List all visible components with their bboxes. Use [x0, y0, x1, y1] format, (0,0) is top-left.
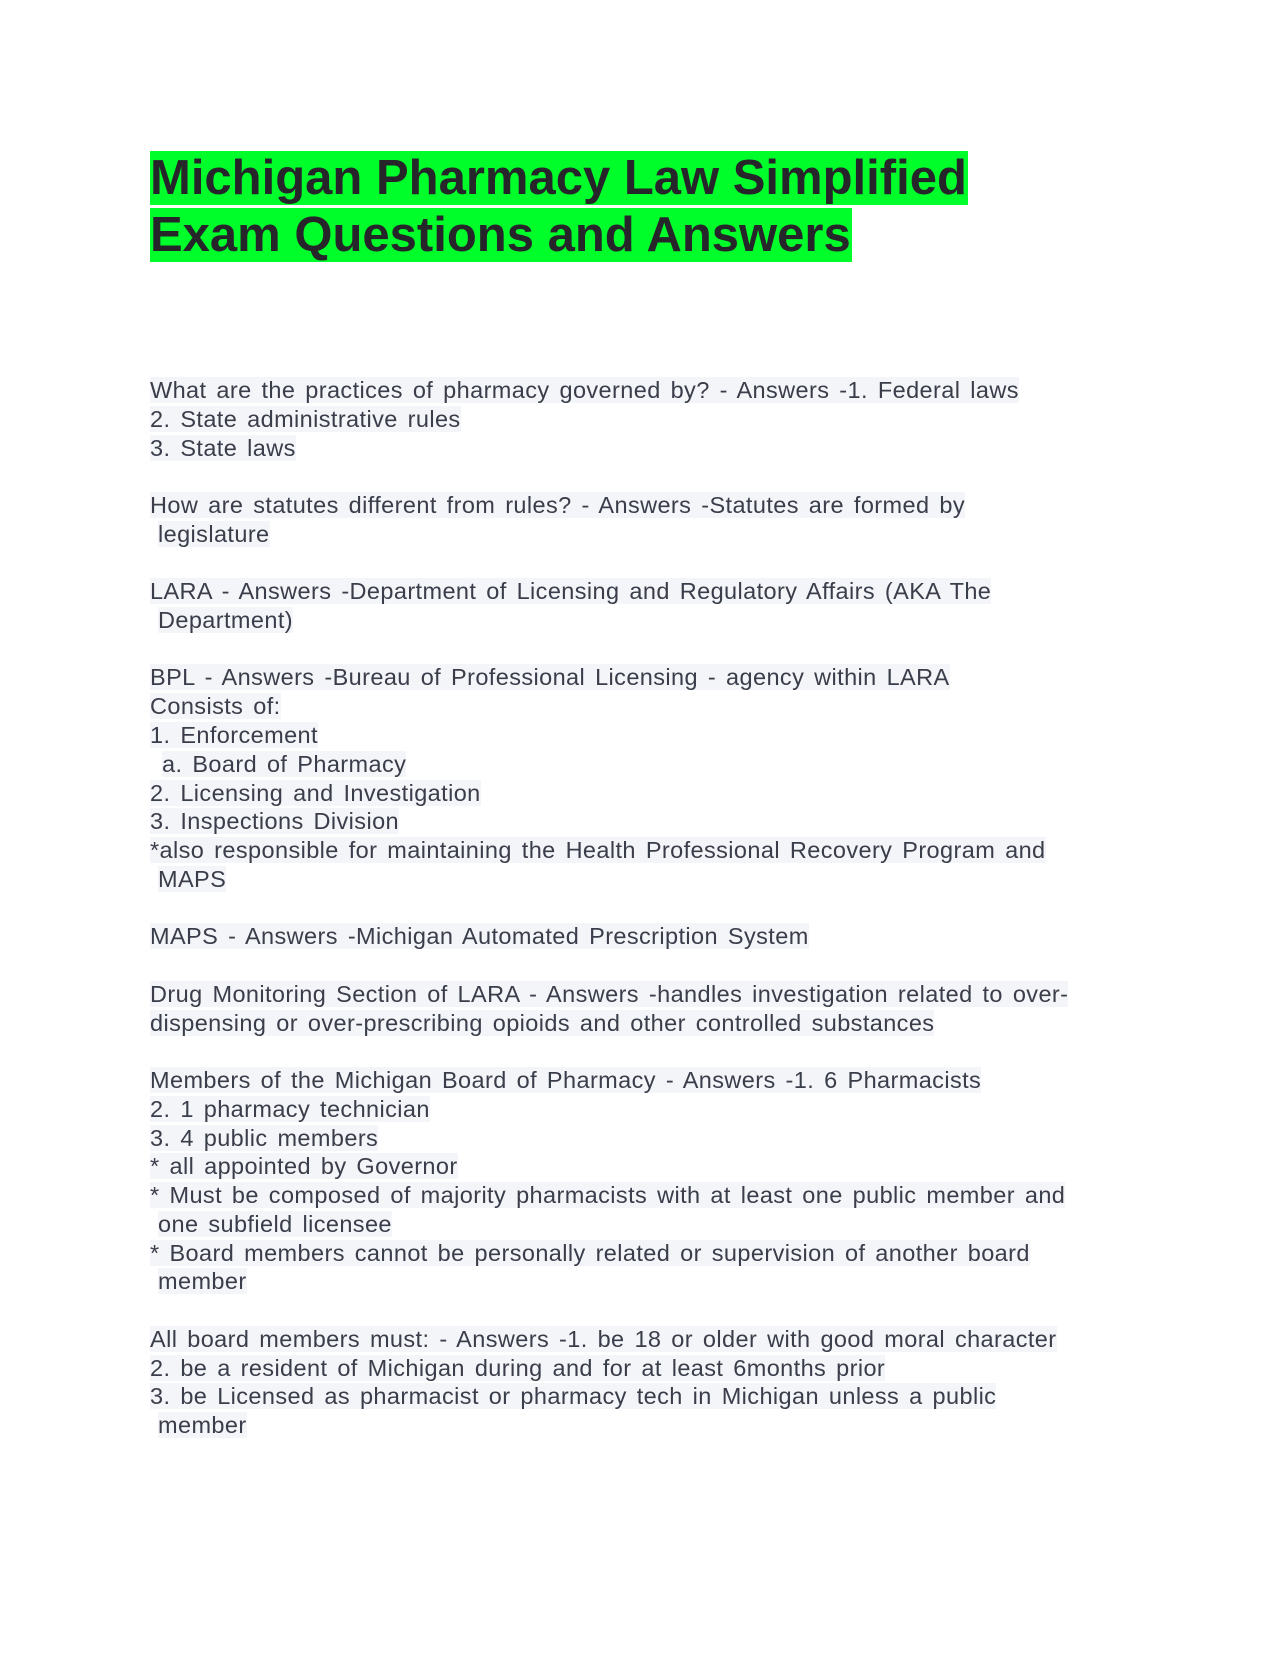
qa-text-line: * all appointed by Governor [150, 1153, 458, 1180]
qa-text-line: 3. State laws [150, 434, 296, 461]
document-body [150, 376, 1130, 1469]
qa-item-maps [150, 922, 1130, 951]
qa-text-line: legislature [158, 520, 270, 547]
qa-text-line: What are the practices of pharmacy governed by? - Answers -1. Federal laws [150, 377, 1019, 403]
qa-text-line: Consists of: [150, 693, 281, 720]
title-line-1: Michigan Pharmacy Law Simplified [150, 151, 967, 205]
qa-text-line: * Board members cannot be personally related or supervision of another board [150, 1239, 1030, 1266]
qa-item-lara [150, 577, 1130, 635]
qa-text-line: Department) [158, 606, 294, 633]
qa-text-line: All board members must: - Answers -1. be 18 or older with good moral character [150, 1325, 1057, 1352]
qa-text-line: Drug Monitoring Section of LARA - Answers -handles investigation related to over- [150, 980, 1069, 1007]
qa-text-line: LARA - Answers -Department of Licensing and Regulatory Affairs (AKA The [150, 578, 992, 605]
qa-text-line: *also responsible for maintaining the Health Professional Recovery Program and [150, 837, 1046, 864]
qa-text-line: How are statutes different from rules? - Answers -Statutes are formed by [150, 491, 965, 518]
document-title [150, 150, 1150, 264]
qa-text-line: * Must be composed of majority pharmacists with at least one public member and [150, 1182, 1066, 1209]
qa-text-line: member [158, 1268, 247, 1295]
qa-text-line: 2. 1 pharmacy technician [150, 1095, 430, 1122]
qa-text-line: MAPS - Answers -Michigan Automated Prescription System [150, 923, 809, 950]
qa-text-line: MAPS [158, 865, 227, 892]
qa-item-member-requirements [150, 1325, 1130, 1440]
qa-item-board-members [150, 1066, 1130, 1296]
qa-text-line: member [158, 1412, 247, 1439]
qa-text-line: 2. Licensing and Investigation [150, 779, 481, 806]
qa-text-line: BPL - Answers -Bureau of Professional Licensing - agency within LARA [150, 664, 950, 691]
qa-text-line: dispensing or over-prescribing opioids and other controlled substances [150, 1009, 935, 1036]
qa-text-line: one subfield licensee [158, 1210, 392, 1237]
qa-text-line: 2. State administrative rules [150, 405, 461, 432]
qa-item-governance [150, 376, 1130, 462]
qa-text-line: Members of the Michigan Board of Pharmacy - Answers -1. 6 Pharmacists [150, 1066, 982, 1093]
qa-text-line: 2. be a resident of Michigan during and for at least 6months prior [150, 1354, 886, 1381]
qa-text-line: a. Board of Pharmacy [162, 750, 407, 777]
qa-text-line: 3. 4 public members [150, 1124, 379, 1151]
title-line-2: Exam Questions and Answers [150, 208, 851, 262]
qa-text-line: 3. Inspections Division [150, 808, 400, 835]
qa-item-statutes [150, 491, 1130, 549]
qa-text-line: 3. be Licensed as pharmacist or pharmacy tech in Michigan unless a public [150, 1383, 997, 1410]
qa-item-bpl [150, 663, 1130, 893]
qa-text-line: 1. Enforcement [150, 721, 318, 748]
qa-item-drug-monitoring [150, 980, 1130, 1038]
